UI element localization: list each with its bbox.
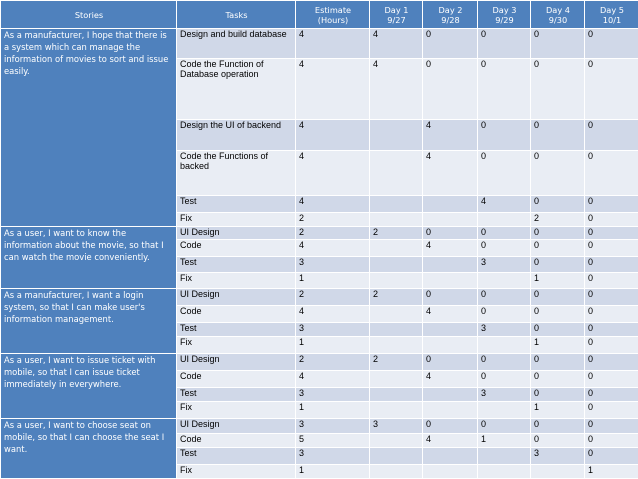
day-4-cell: 0 — [531, 150, 585, 195]
day-4-cell: 0 — [531, 289, 585, 306]
day-5-cell: 0 — [585, 306, 638, 323]
task-cell: Fix — [177, 401, 296, 418]
day-2-cell — [423, 213, 478, 227]
task-cell: Test — [177, 448, 296, 465]
day-4-cell: 0 — [531, 323, 585, 337]
day-4-cell — [531, 465, 585, 479]
estimate-cell: 3 — [296, 257, 370, 273]
day-5-cell: 0 — [585, 240, 638, 257]
estimate-cell: 3 — [296, 448, 370, 465]
day-2-cell — [423, 336, 478, 353]
day-2-cell: 0 — [423, 353, 478, 370]
estimate-cell: 4 — [296, 29, 370, 59]
day-3-cell: 0 — [478, 418, 531, 434]
day-4-cell: 0 — [531, 58, 585, 119]
day-4-cell: 0 — [531, 119, 585, 150]
day-3-cell: 0 — [478, 370, 531, 387]
estimate-cell: 2 — [296, 226, 370, 240]
day-3-cell: 4 — [478, 196, 531, 213]
day-2-cell — [423, 273, 478, 289]
day-3-cell: 3 — [478, 257, 531, 273]
day-2-cell — [423, 196, 478, 213]
day-2-cell: 4 — [423, 119, 478, 150]
day-3-cell: 0 — [478, 306, 531, 323]
task-cell: UI Design — [177, 289, 296, 306]
estimate-cell: 2 — [296, 289, 370, 306]
day-2-cell: 0 — [423, 289, 478, 306]
day-5-cell: 0 — [585, 257, 638, 273]
day-3-cell — [478, 401, 531, 418]
task-cell: Fix — [177, 213, 296, 227]
day-2-cell: 4 — [423, 240, 478, 257]
day-4-cell: 0 — [531, 226, 585, 240]
header-day-1: Day 1 9/27 — [370, 1, 423, 29]
estimate-cell: 3 — [296, 323, 370, 337]
day-1-cell: 2 — [370, 226, 423, 240]
day-2-cell — [423, 257, 478, 273]
day-3-cell — [478, 465, 531, 479]
day-3-cell — [478, 336, 531, 353]
day-1-cell — [370, 273, 423, 289]
day-4-cell: 3 — [531, 448, 585, 465]
header-tasks: Tasks — [177, 1, 296, 29]
day-5-cell: 0 — [585, 29, 638, 59]
header-day-3: Day 3 9/29 — [478, 1, 531, 29]
table-body — [1, 29, 638, 479]
estimate-cell: 4 — [296, 196, 370, 213]
day-5-cell: 0 — [585, 150, 638, 195]
day-3-cell — [478, 273, 531, 289]
estimate-cell: 3 — [296, 387, 370, 401]
header-estimate: Estimate (Hours) — [296, 1, 370, 29]
day-4-cell: 0 — [531, 418, 585, 434]
day-3-cell — [478, 448, 531, 465]
task-cell: UI Design — [177, 226, 296, 240]
task-cell: Fix — [177, 465, 296, 479]
day-4-cell: 0 — [531, 306, 585, 323]
day-1-cell — [370, 448, 423, 465]
day-1-cell — [370, 465, 423, 479]
day-5-cell: 0 — [585, 353, 638, 370]
day-4-cell: 0 — [531, 240, 585, 257]
day-5-cell: 0 — [585, 418, 638, 434]
task-cell: Fix — [177, 273, 296, 289]
estimate-cell: 3 — [296, 418, 370, 434]
day-1-cell — [370, 196, 423, 213]
day-4-cell: 1 — [531, 336, 585, 353]
day-1-cell: 2 — [370, 353, 423, 370]
day-4-cell: 0 — [531, 387, 585, 401]
day-2-cell: 0 — [423, 418, 478, 434]
task-cell: Code the Functions of backed — [177, 150, 296, 195]
task-cell: UI Design — [177, 418, 296, 434]
header-stories: Stories — [1, 1, 177, 29]
day-3-cell: 0 — [478, 29, 531, 59]
day-1-cell — [370, 213, 423, 227]
day-2-cell: 4 — [423, 306, 478, 323]
day-4-cell: 1 — [531, 401, 585, 418]
day-5-cell: 1 — [585, 465, 638, 479]
day-1-cell — [370, 401, 423, 418]
day-5-cell: 0 — [585, 336, 638, 353]
day-3-cell: 0 — [478, 150, 531, 195]
estimate-cell: 2 — [296, 353, 370, 370]
task-cell: Test — [177, 257, 296, 273]
estimate-cell: 1 — [296, 336, 370, 353]
day-2-cell: 0 — [423, 58, 478, 119]
day-4-cell: 0 — [531, 29, 585, 59]
estimate-cell: 5 — [296, 434, 370, 448]
day-5-cell: 0 — [585, 323, 638, 337]
day-5-cell: 0 — [585, 289, 638, 306]
day-4-cell: 0 — [531, 353, 585, 370]
table-row — [1, 418, 638, 434]
task-cell: UI Design — [177, 353, 296, 370]
day-1-cell — [370, 323, 423, 337]
day-4-cell: 0 — [531, 370, 585, 387]
day-5-cell: 0 — [585, 58, 638, 119]
task-cell: Code — [177, 240, 296, 257]
day-5-cell: 0 — [585, 213, 638, 227]
task-cell: Test — [177, 196, 296, 213]
day-5-cell: 0 — [585, 434, 638, 448]
day-2-cell — [423, 465, 478, 479]
day-3-cell: 0 — [478, 226, 531, 240]
day-4-cell: 0 — [531, 257, 585, 273]
day-3-cell: 0 — [478, 119, 531, 150]
day-1-cell: 3 — [370, 418, 423, 434]
estimate-cell: 1 — [296, 465, 370, 479]
table-row — [1, 29, 638, 59]
estimate-cell: 4 — [296, 240, 370, 257]
header-row — [1, 1, 638, 29]
task-cell: Design and build database — [177, 29, 296, 59]
day-3-cell: 1 — [478, 434, 531, 448]
day-2-cell — [423, 448, 478, 465]
task-cell: Fix — [177, 336, 296, 353]
day-5-cell: 0 — [585, 448, 638, 465]
day-5-cell: 0 — [585, 370, 638, 387]
task-cell: Code — [177, 306, 296, 323]
estimate-cell: 4 — [296, 58, 370, 119]
day-3-cell — [478, 213, 531, 227]
estimate-cell: 1 — [296, 273, 370, 289]
day-1-cell — [370, 257, 423, 273]
day-2-cell: 4 — [423, 434, 478, 448]
day-5-cell: 0 — [585, 226, 638, 240]
header-day-2: Day 2 9/28 — [423, 1, 478, 29]
header-day-4: Day 4 9/30 — [531, 1, 585, 29]
day-5-cell: 0 — [585, 119, 638, 150]
task-cell: Code — [177, 434, 296, 448]
day-3-cell: 0 — [478, 240, 531, 257]
day-5-cell: 0 — [585, 401, 638, 418]
day-3-cell: 0 — [478, 289, 531, 306]
day-1-cell — [370, 119, 423, 150]
estimate-cell: 4 — [296, 306, 370, 323]
day-2-cell: 0 — [423, 29, 478, 59]
day-2-cell: 0 — [423, 226, 478, 240]
day-1-cell — [370, 387, 423, 401]
table-row — [1, 289, 638, 306]
day-1-cell — [370, 240, 423, 257]
day-3-cell: 0 — [478, 353, 531, 370]
story-cell: As a user, I want to know the information about the movie, so that I can watch the movie conveniently. — [1, 226, 177, 288]
day-2-cell: 4 — [423, 150, 478, 195]
task-cell: Design the UI of backend — [177, 119, 296, 150]
estimate-cell: 4 — [296, 370, 370, 387]
task-cell: Code — [177, 370, 296, 387]
day-3-cell: 3 — [478, 323, 531, 337]
day-4-cell: 0 — [531, 196, 585, 213]
day-5-cell: 0 — [585, 387, 638, 401]
story-cell: As a user, I want to issue ticket with mobile, so that I can issue ticket immediately in everywhere. — [1, 353, 177, 418]
table-row — [1, 226, 638, 240]
day-1-cell — [370, 370, 423, 387]
day-4-cell: 1 — [531, 273, 585, 289]
day-3-cell: 0 — [478, 58, 531, 119]
day-3-cell: 3 — [478, 387, 531, 401]
day-1-cell — [370, 336, 423, 353]
header-day-5: Day 5 10/1 — [585, 1, 638, 29]
story-cell: As a manufacturer, I want a login system, so that I can make user's information management. — [1, 289, 177, 354]
task-cell: Test — [177, 387, 296, 401]
estimate-cell: 4 — [296, 119, 370, 150]
day-1-cell: 4 — [370, 58, 423, 119]
day-4-cell: 2 — [531, 213, 585, 227]
estimate-cell: 2 — [296, 213, 370, 227]
day-2-cell — [423, 387, 478, 401]
day-1-cell: 4 — [370, 29, 423, 59]
estimate-cell: 1 — [296, 401, 370, 418]
day-4-cell: 0 — [531, 434, 585, 448]
day-5-cell: 0 — [585, 273, 638, 289]
task-cell: Test — [177, 323, 296, 337]
day-5-cell: 0 — [585, 196, 638, 213]
story-cell: As a user, I want to choose seat on mobile, so that I can choose the seat I want. — [1, 418, 177, 478]
estimate-cell: 4 — [296, 150, 370, 195]
story-cell: As a manufacturer, I hope that there is a system which can manage the information of movies to sort and issue easily. — [1, 29, 177, 227]
day-2-cell — [423, 323, 478, 337]
task-cell: Code the Function of Database operation — [177, 58, 296, 119]
day-1-cell — [370, 434, 423, 448]
day-1-cell: 2 — [370, 289, 423, 306]
day-2-cell — [423, 401, 478, 418]
table-row — [1, 353, 638, 370]
day-2-cell: 4 — [423, 370, 478, 387]
day-1-cell — [370, 306, 423, 323]
day-1-cell — [370, 150, 423, 195]
